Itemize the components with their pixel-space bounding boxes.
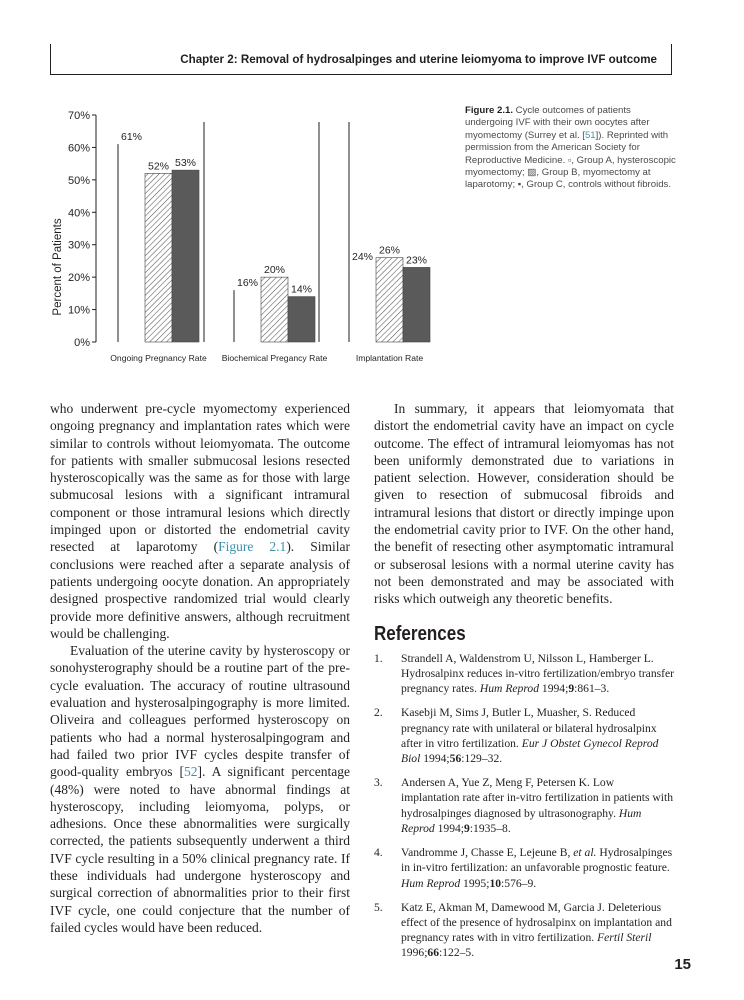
data-label: 23% xyxy=(405,254,428,267)
figure-2-1-chart xyxy=(44,102,444,377)
y-tick-label: 40% xyxy=(67,207,90,220)
y-tick-label: 70% xyxy=(67,110,90,122)
bar xyxy=(145,173,172,342)
data-label: 26% xyxy=(378,244,401,257)
bar xyxy=(118,144,145,342)
data-label: 52% xyxy=(147,160,170,173)
y-tick-label: 50% xyxy=(67,174,90,187)
citation-link[interactable]: 52 xyxy=(183,764,198,780)
running-title: Chapter 2: Removal of hydrosalpinges and uterine leiomyoma to improve IVF outcome xyxy=(180,53,657,66)
caption-ref-link[interactable]: 51 xyxy=(584,129,596,141)
data-label: 16% xyxy=(236,277,259,290)
bar xyxy=(234,290,261,342)
paragraph: Evaluation of the uterine cavity by hysteroscopy or sonohysterography should be a routine part of the pre-cycle evaluation. The accuracy of routine ultrasound evaluation and hysterosalpingography is more limited. Oliveira and colleagues performed hysteroscopy on patients who had a normal hysterosalpingogram and had failed two prior IVF cycles despite transfer of good-quality embryos [52]. A significant percentage (48%) were noted to have abnormal findings at hysteroscopy, including leiomyoma, polyps, or adhesions. Once these abnormalities were surgically corrected, the patients subsequently underwent a third IVF cycle resulting in a 50% clinical pregnancy rate. If these individuals had undergone hysteroscopy and surgical correction of abnormalities prior to their first IVF cycle, one could conjecture that the number of failed cycles would have been reduced. xyxy=(50,643,350,935)
figure-caption xyxy=(465,105,680,192)
right-column xyxy=(374,400,674,970)
references-list xyxy=(374,651,674,961)
data-label: 61% xyxy=(120,131,143,144)
bar xyxy=(172,170,199,342)
bar xyxy=(403,267,430,342)
bar xyxy=(349,264,376,342)
caption-text: Cycle outcomes of patients undergoing IVF with their own oocytes after myomectomy (Surrey et al. [ xyxy=(465,105,650,141)
category-label: Biochemical Pregancy Rate xyxy=(221,353,328,363)
y-tick-label: 30% xyxy=(67,239,90,252)
reference-item: 2. Kasebji M, Sims J, Butler L, Muasher, S. Reduced pregnancy rate with unilateral or bilateral hydrosalpinx after in vitro fertilization. Eur J Obstet Gynecol Reprod Biol 1994;56:129–32. xyxy=(374,706,659,766)
bar xyxy=(376,258,403,342)
y-tick-label: 60% xyxy=(67,142,90,155)
references-heading: References xyxy=(374,622,466,645)
figure-label: Figure 2.1. xyxy=(465,105,513,116)
page-number: 15 xyxy=(674,956,691,973)
reference-item: 1. Strandell A, Waldenstrom U, Nilsson L, Hamberger L. Hydrosalpinx reduces in-vitro fertilization/embryo transfer pregnancy rates. Hum Reprod 1994;9:861–3. xyxy=(374,651,675,696)
paragraph: who underwent pre-cycle myomectomy experienced ongoing pregnancy and implantation rates which were similar to controls without leiomyomata. The outcome for patients with smaller submucosal lesions resected hysteroscopically was the same as for those with large submucosal lesions with a significant intramural component or those intramural lesions which directly impinged upon or distorted the endometrial cavity resected at laparotomy (Figure 2.1). Similar conclusions were reached after a separate analysis of patients undergoing oocyte donation. An appropriately designed prospective randomized trial would clearly provide more definitive answers, although recruitment would be challenging. xyxy=(50,401,350,641)
reference-item: 3. Andersen A, Yue Z, Meng F, Petersen K. Low implantation rate after in-vitro fertilization in patients with hydrosalpinges diagnosed by ultrasonography. Hum Reprod 1994;9:1935–8. xyxy=(374,776,674,835)
y-tick-label: 0% xyxy=(74,337,90,349)
category-label: Implantation Rate xyxy=(355,353,424,363)
reference-item: 4. Vandromme J, Chasse E, Lejeune B, et al. Hydrosalpinges in in-vitro fertilization: an unfavorable prognostic feature. Hum Reprod 1995;10:576–9. xyxy=(374,846,673,890)
reference-item: 5. Katz E, Akman M, Damewood M, Garcia J. Deleterious effect of the presence of hydrosalpinx on implantation and pregnancy rates with in vitro fertilization. Fertil Steril 1996;66:122–5. xyxy=(374,900,672,960)
category-label: Ongoing Pregnancy Rate xyxy=(110,353,207,363)
y-tick-label: 10% xyxy=(67,304,90,317)
y-axis-label: Percent of Patients xyxy=(52,218,64,316)
bar xyxy=(288,297,315,342)
running-header xyxy=(50,44,672,75)
data-label: 20% xyxy=(263,264,286,277)
paragraph: In summary, it appears that leiomyomata that distort the endometrial cavity have an impact on cycle outcome. The effect of intramural leiomyomas has not been uniformly demonstrated due to variations in patient selection. However, consideration should be given to resection of submucosal fibroids and intramural lesions that distort or directly impinge upon the endometrial cavity prior to IVF. On the other hand, the benefit of resecting other asymptomatic intramural or subserosal lesions with a normal uterine cavity has not been demonstrated and may be associated with risks which outweigh any theoretic benefits. xyxy=(374,401,674,607)
y-tick-label: 20% xyxy=(67,272,90,285)
figure-link[interactable]: Figure 2.1 xyxy=(218,539,287,555)
data-label: 53% xyxy=(174,157,197,170)
bar xyxy=(261,277,288,342)
caption-text-end: ]). Reprinted with permission from the American Society for Reproductive Medicine. ▫, Group A, hysteroscopic myomectomy; ▨, Group B, myomectomy at laparotomy; ▪, Group C, controls without fibroids. xyxy=(465,129,676,191)
data-label: 24% xyxy=(351,251,374,264)
data-label: 14% xyxy=(290,283,313,296)
left-column xyxy=(50,400,350,936)
